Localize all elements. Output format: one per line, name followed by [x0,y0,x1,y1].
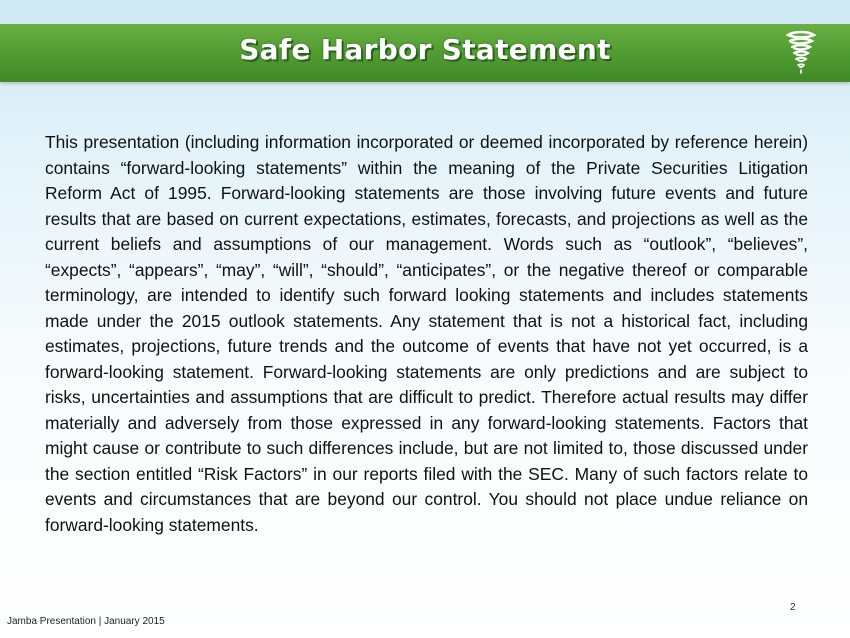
footer-text: Jamba Presentation | January 2015 [7,616,165,627]
whirl-cup-logo-icon [784,29,818,75]
slide-title: Safe Harbor Statement [239,33,611,66]
safe-harbor-body: This presentation (including information incorporated or deemed incorporated by reference herein) contains “forward-looking statements” within the meaning of the Private Securities Litigation Reform Act of 1995. Forward-looking statements are those involving future events and future results that are based on current expectations, estimates, forecasts, and projections as well as the current beliefs and assumptions of our management. Words such as “outlook”, “believes”, “expects”, “appears”, “may”, “will”, “should”, “anticipates”, or the negative thereof or comparable terminology, are intended to identify such forward looking statements and includes statements made under the 2015 outlook statements. Any statement that is not a historical fact, including estimates, projections, future trends and the outcome of events that have not yet occurred, is a forward-looking statement. Forward-looking statements are only predictions and are subject to risks, uncertainties and assumptions that are difficult to predict. Therefore actual results may differ materially and adversely from those expressed in any forward-looking statements. Factors that might cause or contribute to such differences include, but are not limited to, those discussed under the section entitled “Risk Factors” in our reports filed with the SEC. Many of such factors relate to events and circumstances that are beyond our control. You should not place undue reliance on forward-looking statements. [45,132,808,535]
page-number: 2 [790,602,796,613]
title-banner [0,24,850,82]
